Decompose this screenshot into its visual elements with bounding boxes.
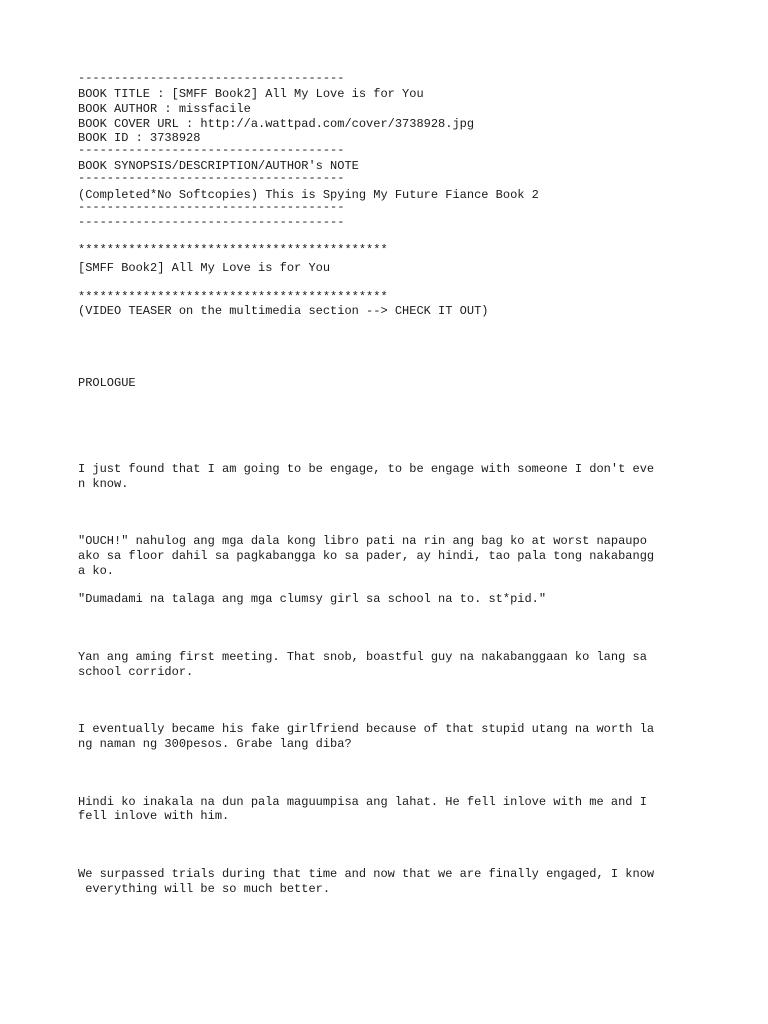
prologue-heading: PROLOGUE (78, 376, 136, 390)
synopsis-text: (Completed*No Softcopies) This is Spying My Future Fiance Book 2 (78, 188, 539, 202)
book-title-line: BOOK TITLE : [SMFF Book2] All My Love is for You (78, 87, 424, 101)
synopsis-heading: BOOK SYNOPSIS/DESCRIPTION/AUTHOR's NOTE (78, 159, 359, 173)
book-id-line: BOOK ID : 3738928 (78, 131, 201, 145)
header-rule: ------------------------------------- (78, 171, 345, 185)
paragraph-line: I eventually became his fake girlfriend because of that stupid utang na worth la (78, 722, 655, 736)
paragraph-line: n know. (78, 477, 129, 491)
paragraph-line: school corridor. (78, 665, 194, 679)
paragraph-line: "OUCH!" nahulog ang mga dala kong libro pati na rin ang bag ko at worst napaupo (78, 534, 647, 548)
video-teaser-note: (VIDEO TEASER on the multimedia section --> CHECK IT OUT) (78, 304, 489, 318)
paragraph-line: Yan ang aming first meeting. That snob, boastful guy na nakabanggaan ko lang sa (78, 650, 647, 664)
star-rule: ******************************************* (78, 243, 388, 257)
paragraph-line: I just found that I am going to be engage, to be engage with someone I don't eve (78, 462, 655, 476)
paragraph-line: Hindi ko inakala na dun pala maguumpisa ang lahat. He fell inlove with me and I (78, 795, 647, 809)
story-title: [SMFF Book2] All My Love is for You (78, 261, 331, 275)
paragraph-line: "Dumadami na talaga ang mga clumsy girl sa school na to. st*pid." (78, 592, 547, 606)
header-rule: ------------------------------------- (78, 215, 345, 229)
paragraph-line: ng naman ng 300pesos. Grabe lang diba? (78, 737, 352, 751)
star-rule: ******************************************* (78, 290, 388, 304)
header-rule: ------------------------------------- (78, 71, 345, 85)
paragraph-line: We surpassed trials during that time and now that we are finally engaged, I know (78, 867, 655, 881)
paragraph-line: ako sa floor dahil sa pagkabangga ko sa pader, ay hindi, tao pala tong nakabangg (78, 549, 655, 563)
book-cover-url-line: BOOK COVER URL : http://a.wattpad.com/cover/3738928.jpg (78, 117, 475, 131)
paragraph-line: a ko. (78, 564, 115, 578)
paragraph-line: everything will be so much better. (78, 882, 331, 896)
paragraph-line: fell inlove with him. (78, 809, 230, 823)
header-rule: ------------------------------------- (78, 200, 345, 214)
book-author-line: BOOK AUTHOR : missfacile (78, 102, 251, 116)
header-rule: ------------------------------------- (78, 143, 345, 157)
